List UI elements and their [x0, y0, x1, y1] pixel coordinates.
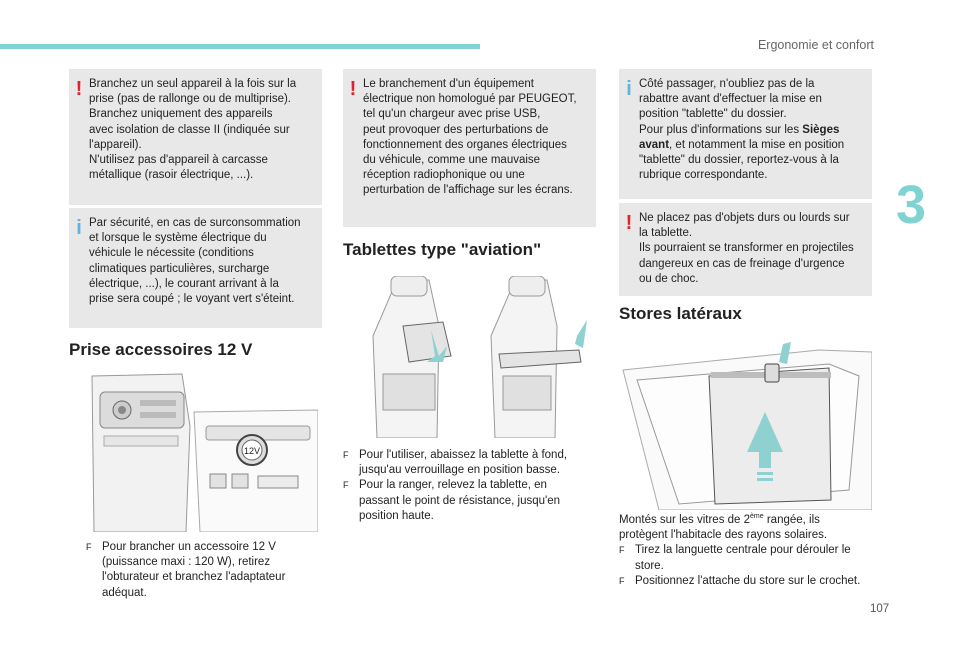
bullet-marker: F: [343, 480, 349, 491]
bullet-item: [619, 543, 879, 573]
blinds-text: [619, 513, 879, 589]
text-line: N'utilisez pas d'appareil à carcasse: [89, 154, 268, 167]
info-line: "tablette" du dossier, reportez-vous à la: [639, 154, 839, 167]
text-line: ou de choc.: [639, 272, 699, 285]
text-line: avec isolation de classe II (indiquée sur: [89, 123, 290, 136]
text-line: et lorsque le système électrique du: [89, 232, 267, 245]
bullet-text: [102, 540, 326, 601]
bullet-item: [619, 574, 879, 589]
bullet-text: [635, 543, 879, 573]
bullet-list-tablets: [343, 448, 596, 524]
socket-illustration: [82, 366, 318, 532]
warning-icon: !: [349, 78, 357, 100]
text-line: Tirez la languette centrale pour dérouler le: [635, 544, 851, 557]
text-line: climatiques particulières, surcharge: [89, 262, 270, 275]
info-line: [639, 138, 864, 153]
warning-text: [363, 77, 588, 199]
info-icon: i: [76, 217, 82, 239]
section-header: Ergonomie et confort: [757, 38, 874, 52]
intro-superscript: ème: [750, 513, 764, 521]
text-line: Le branchement d'un équipement: [363, 78, 534, 90]
warning-text: [639, 211, 864, 287]
socket-label: 12V: [243, 446, 261, 456]
info-icon: i: [626, 78, 632, 100]
bullet-text: [359, 478, 596, 524]
warning-text: [89, 77, 314, 183]
bullet-marker: F: [86, 542, 92, 552]
text-line: fonctionnement des organes électriques: [363, 138, 567, 151]
section-title-tablets: Tablettes type "aviation": [343, 240, 542, 259]
text-line: Ne placez pas d'objets durs ou lourds sur: [639, 212, 850, 224]
info-box-overconsumption: [69, 208, 322, 328]
info-text-part: Pour plus d'informations sur les: [639, 123, 803, 136]
page-number: 107: [870, 603, 890, 615]
text-line: tel qu'un chargeur avec prise USB,: [363, 108, 541, 121]
text-line: Branchez un seul appareil à la fois sur la: [89, 78, 297, 90]
text-line: Branchez uniquement des appareils: [89, 108, 273, 121]
section-title-12v: Prise accessoires 12 V: [69, 340, 253, 359]
warning-box-single-device: [69, 69, 322, 205]
bullet-marker: F: [619, 545, 625, 556]
info-text-part: , et notamment la mise en position: [669, 138, 845, 151]
text-line: adéquat.: [102, 586, 147, 599]
text-line: du véhicule, comme une mauvaise: [363, 154, 541, 167]
header-accent-bar: [0, 44, 480, 49]
text-line: métallique (rasoir électrique, ...).: [89, 169, 254, 182]
text-line: position haute.: [359, 509, 434, 522]
intro-text: rangée, ils: [763, 514, 820, 526]
info-text: [89, 216, 314, 307]
text-line: la tablette.: [639, 227, 693, 240]
text-line: Par sécurité, en cas de surconsommation: [89, 217, 301, 229]
bullet-item: [343, 448, 596, 478]
info-line: rabattre avant d'effectuer la mise en: [639, 93, 822, 106]
section-title-blinds: Stores latéraux: [619, 304, 742, 323]
bullet-text: [359, 448, 596, 478]
text-line: électrique, ...), le courant arrivant à la: [89, 277, 279, 290]
text-line: peut provoquer des perturbations de: [363, 123, 549, 136]
blinds-intro-line: [619, 513, 879, 528]
text-line: passant le point de résistance, jusqu'en: [359, 494, 561, 507]
text-line: Ils pourraient se transformer en projectiles: [639, 242, 854, 255]
bullet-item: [343, 478, 596, 524]
tablet-illustration: [343, 276, 596, 438]
info-line: position "tablette" du dossier.: [639, 108, 787, 121]
text-line: jusqu'au verrouillage en position basse.: [359, 464, 561, 477]
info-bold-ref: avant: [639, 138, 670, 151]
text-line: l'obturateur et branchez l'adaptateur: [102, 571, 286, 584]
info-line: rubrique correspondante.: [639, 169, 768, 182]
blind-illustration: [619, 340, 872, 510]
illustration-aviation-tablets: [343, 276, 596, 438]
text-line: véhicule le nécessite (conditions: [89, 247, 254, 260]
text-line: l'appareil).: [89, 138, 142, 151]
text-line: prise sera coupé ; le voyant vert s'éteint.: [89, 293, 295, 306]
text-line: (puissance maxi : 120 W), retirez: [102, 556, 271, 569]
illustration-side-blinds: [619, 340, 872, 510]
text-line: dangereux en cas de freinage d'urgence: [639, 257, 845, 270]
info-bold-ref: Sièges: [802, 123, 840, 136]
warning-box-heavy-objects: [619, 203, 872, 296]
text-line: Positionnez l'attache du store sur le crochet.: [635, 574, 861, 587]
bullet-text: [635, 574, 879, 589]
chapter-number: 3: [896, 175, 927, 235]
text-line: perturbation de l'affichage sur les écrans.: [363, 184, 573, 197]
warning-icon: !: [625, 212, 633, 234]
text-line: réception radiophonique ou une: [363, 169, 525, 182]
blinds-intro-line: protègent l'habitacle des rayons solaires.: [619, 529, 828, 542]
text-line: Pour brancher un accessoire 12 V: [102, 541, 276, 553]
info-box-passenger-seat: [619, 69, 872, 199]
warning-box-non-homologated: [343, 69, 596, 227]
info-text: [639, 77, 864, 183]
text-line: Pour la ranger, relevez la tablette, en: [359, 479, 547, 492]
text-line: prise (pas de rallonge ou de multiprise).: [89, 93, 291, 106]
text-line: Pour l'utiliser, abaissez la tablette à fond,: [359, 449, 568, 461]
info-line: Côté passager, n'oubliez pas de la: [639, 78, 815, 90]
info-line: [639, 123, 864, 138]
text-line: store.: [635, 559, 664, 572]
warning-icon: !: [75, 78, 83, 100]
bullet-marker: F: [619, 575, 625, 586]
illustration-12v-socket: [82, 366, 318, 532]
bullet-marker: F: [343, 450, 349, 460]
bullet-item: [86, 540, 326, 601]
text-line: électrique non homologué par PEUGEOT,: [363, 93, 577, 106]
intro-text: Montés sur les vitres de 2: [619, 514, 751, 526]
bullet-list-12v: [86, 540, 326, 601]
